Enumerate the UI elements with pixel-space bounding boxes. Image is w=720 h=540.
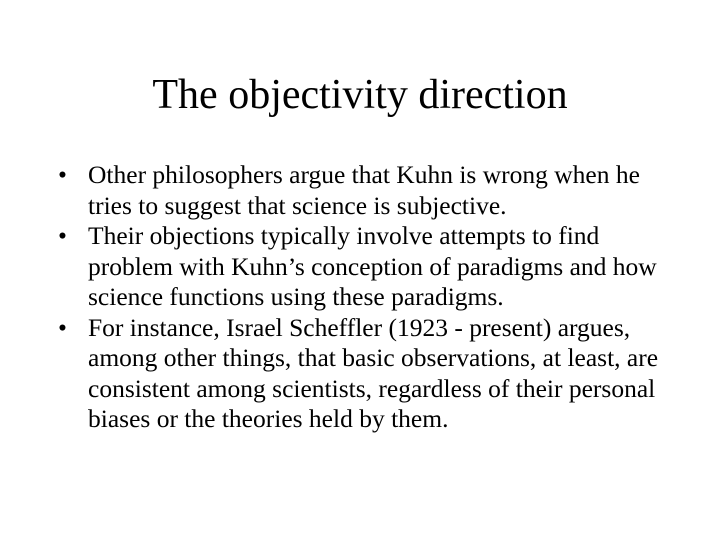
bullet-list (58, 160, 678, 435)
bullet-text: For instance, Israel Scheffler (1923 - present) argues, among other things, that basic observations, at least, are consistent among scientists, regardless of their personal biases or the theories held by them. (88, 312, 659, 433)
bullet-item-3 (58, 313, 678, 435)
slide-title: The objectivity direction (152, 72, 568, 118)
bullet-item-1 (58, 160, 678, 221)
bullet-icon: • (58, 160, 67, 189)
bullet-text: Other philosophers argue that Kuhn is wrong when he tries to suggest that science is subjective. (88, 160, 640, 220)
bullet-text: Their objections typically involve attempts to find problem with Kuhn’s conception of paradigms and how science functions using these paradigms. (88, 221, 657, 311)
bullet-item-2 (58, 221, 678, 313)
bullet-icon: • (58, 312, 67, 342)
bullet-icon: • (58, 221, 67, 250)
